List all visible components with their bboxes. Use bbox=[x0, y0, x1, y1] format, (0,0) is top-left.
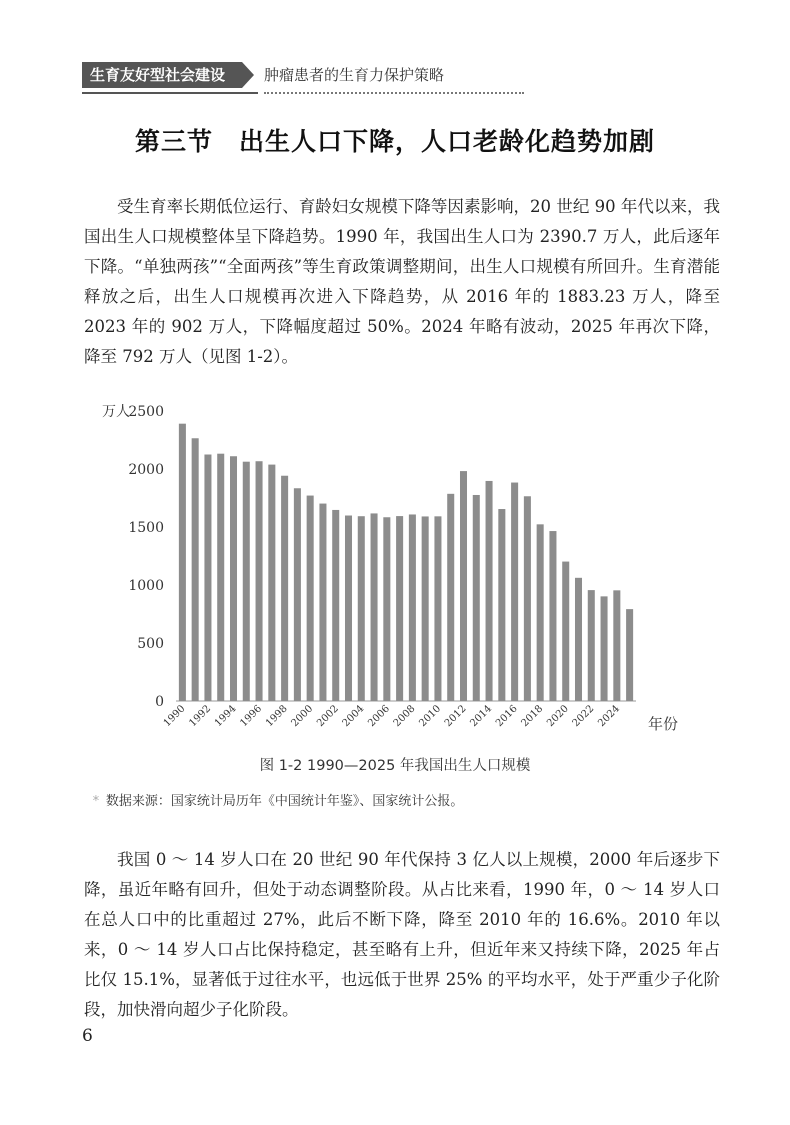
bar-1996 bbox=[256, 461, 263, 701]
y-tick-label: 500 bbox=[137, 636, 164, 652]
bar-1998 bbox=[281, 476, 288, 701]
bar-2016 bbox=[511, 483, 518, 701]
bar-2018 bbox=[537, 524, 544, 701]
book-subtitle: 肿瘤患者的生育力保护策略 bbox=[264, 66, 445, 84]
x-tick-label: 2016 bbox=[493, 703, 520, 730]
y-tick-label: 1000 bbox=[128, 578, 164, 594]
bar-2014 bbox=[486, 481, 493, 701]
bar-2006 bbox=[383, 517, 390, 701]
x-tick-label: 1996 bbox=[238, 703, 265, 730]
x-tick-label: 1998 bbox=[263, 703, 290, 730]
bar-1995 bbox=[243, 462, 250, 701]
bar-2012 bbox=[460, 471, 467, 701]
data-source-text: 数据来源：国家统计局历年《中国统计年鉴》、国家统计公报。 bbox=[105, 794, 464, 809]
bar-1999 bbox=[294, 488, 301, 701]
y-axis-label: 万人 bbox=[102, 404, 130, 420]
bar-2013 bbox=[473, 495, 480, 701]
bar-2004 bbox=[358, 516, 365, 701]
bar-2005 bbox=[371, 513, 378, 701]
bar-1994 bbox=[230, 456, 237, 701]
bar-2007 bbox=[396, 516, 403, 701]
bar-2011 bbox=[447, 494, 454, 701]
bar-2023 bbox=[601, 596, 608, 701]
footnote-star-icon: * bbox=[92, 794, 100, 809]
x-tick-label: 2002 bbox=[315, 703, 341, 730]
y-tick-label: 2000 bbox=[128, 462, 164, 478]
bar-2003 bbox=[345, 516, 352, 701]
x-tick-label: 1990 bbox=[161, 703, 188, 730]
bar-2000 bbox=[307, 496, 314, 701]
x-tick-label: 2008 bbox=[391, 703, 418, 730]
page-number: 6 bbox=[82, 1026, 93, 1046]
bar-2020 bbox=[562, 562, 569, 701]
bar-2009 bbox=[422, 516, 429, 701]
x-tick-label: 2004 bbox=[340, 703, 367, 730]
x-axis-label: 年份 bbox=[648, 715, 679, 733]
bar-1991 bbox=[192, 438, 199, 701]
bar-2001 bbox=[319, 504, 326, 701]
bar-1992 bbox=[204, 455, 211, 702]
x-tick-label: 2000 bbox=[289, 703, 316, 730]
bar-2015 bbox=[498, 509, 505, 701]
x-tick-label: 2018 bbox=[519, 703, 546, 730]
header-dotted-rule bbox=[264, 92, 524, 94]
x-tick-label: 1992 bbox=[187, 703, 214, 730]
section-title: 第三节 出生人口下降，人口老龄化趋势加剧 bbox=[134, 127, 655, 156]
births-bar-chart bbox=[80, 398, 700, 743]
header-rule bbox=[82, 92, 258, 94]
running-header bbox=[82, 62, 445, 88]
figure-caption: 图 1-2 1990—2025 年我国出生人口规模 bbox=[259, 758, 531, 774]
x-tick-label: 2014 bbox=[468, 703, 495, 730]
x-tick-label: 2024 bbox=[596, 703, 622, 730]
header-arrow-decoration bbox=[242, 62, 254, 88]
bar-1993 bbox=[217, 454, 224, 701]
y-tick-label: 1500 bbox=[128, 520, 164, 536]
body-paragraph-2: 我国 0 ～ 14 岁人口在 20 世纪 90 年代保持 3 亿人以上规模，2000 年后逐步下降，虽近年略有回升，但处于动态调整阶段。从占比来看，1990 年，0 ～ 14 岁人口在总人口中的比重超过 27%，此后不断下降，降至 2010 年的 16.6%。2010 年以来，0 ～ 14 岁人口占比保持稳定，甚至略有上升，但近年来又持续下降，2025 年占比仅 15.1%，显著低于过往水平，也远低于世界 25% 的平均水平，处于严重少子化阶段，加快滑向超少子化阶段。 bbox=[84, 850, 720, 1019]
x-tick-label: 2010 bbox=[417, 703, 444, 730]
x-tick-label: 2022 bbox=[570, 703, 597, 730]
bar-1990 bbox=[179, 424, 186, 701]
bar-2008 bbox=[409, 514, 416, 701]
data-source-note bbox=[92, 790, 463, 809]
y-tick-label: 2500 bbox=[128, 404, 164, 420]
bar-2002 bbox=[332, 510, 339, 701]
x-tick-label: 2012 bbox=[442, 703, 469, 730]
bar-1997 bbox=[268, 465, 275, 701]
body-paragraph-1: 受生育率长期低位运行、育龄妇女规模下降等因素影响，20 世纪 90 年代以来，我国出生人口规模整体呈下降趋势。1990 年，我国出生人口为 2390.7 万人，此后逐年下降。“单独两孩”“全面两孩”等生育政策调整期间，出生人口规模有所回升。生育潜能释放之后，出生人口规模再次进入下降趋势，从 2016 年的 1883.23 万人，降至 2023 年的 902 万人，下降幅度超过 50%。2024 年略有波动，2025 年再次下降，降至 792 万人（见图 1-2）。 bbox=[84, 197, 720, 366]
x-tick-label: 2006 bbox=[366, 703, 392, 730]
bar-2025 bbox=[626, 609, 633, 701]
y-tick-label: 0 bbox=[155, 694, 164, 710]
bar-2010 bbox=[434, 516, 441, 701]
bar-2022 bbox=[588, 590, 595, 701]
x-tick-label: 1994 bbox=[212, 703, 239, 730]
bar-2024 bbox=[613, 590, 620, 701]
bar-2019 bbox=[549, 531, 556, 701]
series-title: 生育友好型社会建设 bbox=[82, 62, 242, 88]
bar-2017 bbox=[524, 496, 531, 701]
x-tick-label: 2020 bbox=[545, 703, 571, 730]
bar-2021 bbox=[575, 578, 582, 701]
